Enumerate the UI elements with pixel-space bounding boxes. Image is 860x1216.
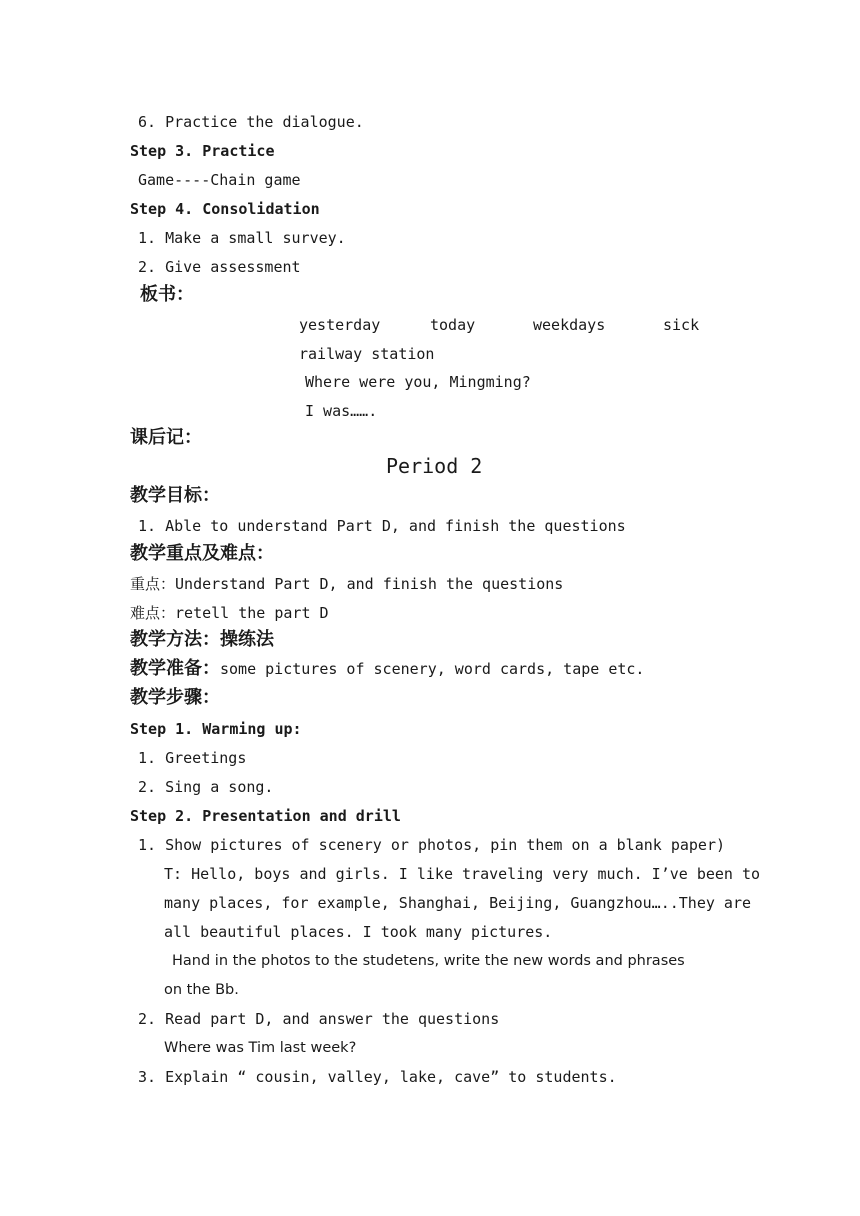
objectives-heading: 教学目标： bbox=[130, 485, 220, 506]
board-heading: 板书： bbox=[140, 284, 194, 305]
board-word: sick bbox=[663, 316, 700, 334]
after-notes-heading: 课后记： bbox=[130, 427, 202, 448]
objective-item-1: 1. Able to understand Part D, and finish the questions bbox=[138, 517, 626, 535]
key-point-text: Understand Part D, and finish the questions bbox=[175, 575, 564, 593]
handin-line-2: on the Bb. bbox=[164, 982, 239, 998]
consolidation-item-2: 2. Give assessment bbox=[138, 258, 301, 276]
consolidation-item-1: 1. Make a small survey. bbox=[138, 229, 346, 247]
presentation-item-1: 1. Show pictures of scenery or photos, pin them on a blank paper) bbox=[138, 836, 725, 854]
handin-line-1: Hand in the photos to the studetens, write the new words and phrases bbox=[172, 953, 685, 969]
difficulty-label: 难点： bbox=[130, 604, 176, 622]
difficulty-line bbox=[130, 603, 329, 623]
preparation-text: some pictures of scenery, word cards, tape etc. bbox=[220, 660, 645, 678]
key-points-heading: 教学重点及难点： bbox=[130, 543, 274, 564]
board-word: today bbox=[430, 316, 476, 334]
chain-game-line: Game----Chain game bbox=[138, 171, 301, 189]
teacher-line-3: all beautiful places. I took many pictures. bbox=[164, 923, 553, 941]
board-word: weekdays bbox=[533, 316, 606, 334]
difficulty-text: retell the part D bbox=[175, 604, 329, 622]
presentation-item-3: 3. Explain “ cousin, valley, lake, cave” to students. bbox=[138, 1068, 617, 1086]
warmup-item-1: 1. Greetings bbox=[138, 749, 247, 767]
method-heading: 教学方法：操练法 bbox=[130, 629, 274, 650]
steps-heading: 教学步骤： bbox=[130, 687, 220, 708]
board-line-railway: railway station bbox=[299, 345, 435, 363]
preparation-label: 教学准备： bbox=[130, 658, 220, 679]
step3-heading: Step 3. Practice bbox=[130, 142, 275, 160]
practice-dialogue-item: 6. Practice the dialogue. bbox=[138, 113, 364, 131]
board-word: yesterday bbox=[299, 316, 381, 334]
presentation-item-2: 2. Read part D, and answer the questions bbox=[138, 1010, 500, 1028]
warmup-item-2: 2. Sing a song. bbox=[138, 778, 274, 796]
step2-heading: Step 2. Presentation and drill bbox=[130, 807, 401, 825]
step4-heading: Step 4. Consolidation bbox=[130, 200, 320, 218]
board-line-question: Where were you, Mingming? bbox=[305, 373, 531, 391]
step1-heading: Step 1. Warming up: bbox=[130, 720, 302, 738]
key-point-line bbox=[130, 574, 563, 594]
board-line-answer: I was……. bbox=[305, 402, 378, 420]
period-title: Period 2 bbox=[386, 454, 483, 478]
key-point-label: 重点： bbox=[130, 575, 176, 593]
preparation-line bbox=[130, 659, 644, 679]
teacher-line-1: T: Hello, boys and girls. I like traveling very much. I’ve been to bbox=[164, 865, 761, 883]
teacher-line-2: many places, for example, Shanghai, Beijing, Guangzhou…..They are bbox=[164, 894, 751, 912]
question-line: Where was Tim last week? bbox=[164, 1040, 357, 1056]
